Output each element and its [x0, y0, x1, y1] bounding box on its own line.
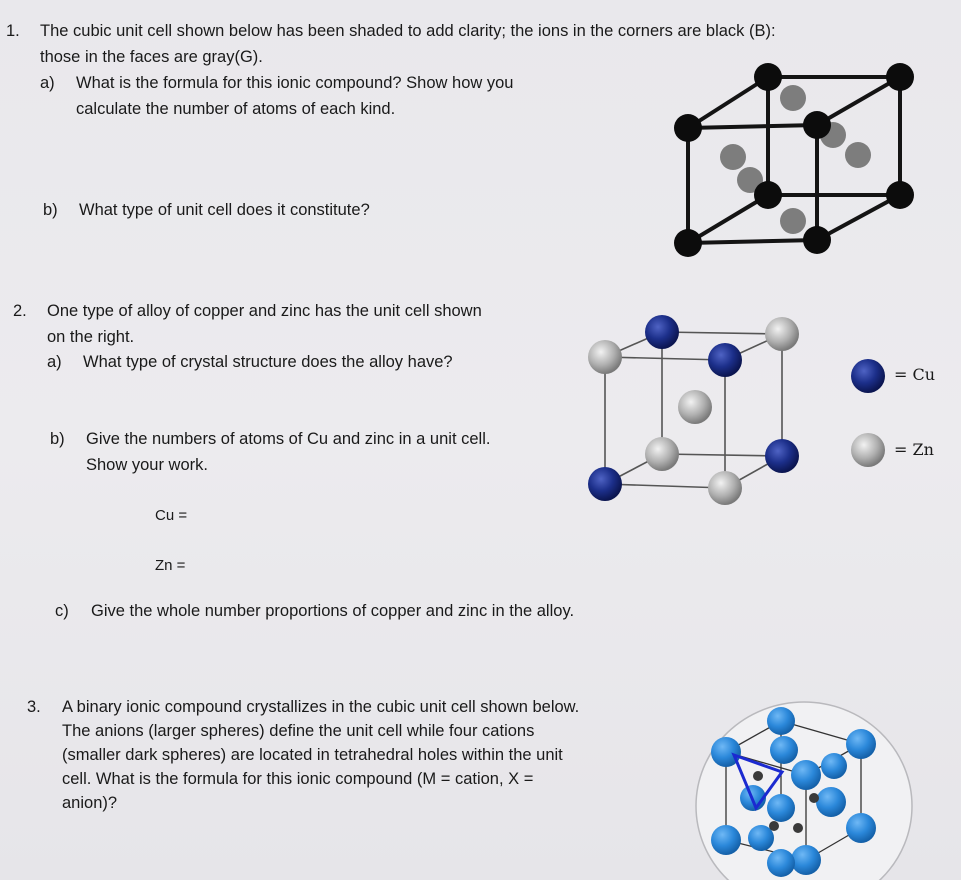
- q3-tetrahedral-unit-cell-figure: [686, 688, 926, 880]
- q2-part-a-text: What type of crystal structure does the alloy have?: [83, 353, 453, 371]
- q1-part-a-line1: What is the formula for this ionic compound? Show how you: [76, 74, 514, 92]
- q3-line4: cell. What is the formula for this ionic compound (M = cation, X =: [62, 770, 534, 788]
- q2-part-b-line2: Show your work.: [86, 456, 208, 474]
- q2-alloy-unit-cell-figure: [585, 312, 815, 512]
- q2-part-c-label: c): [55, 602, 69, 620]
- q2-number: 2.: [13, 302, 27, 320]
- q1-number: 1.: [6, 22, 20, 40]
- q1-part-b-text: What type of unit cell does it constitute?: [79, 201, 370, 219]
- q2-cu-answer-blank: Cu =: [155, 507, 188, 524]
- q1-stem-line1: The cubic unit cell shown below has been shaded to add clarity; the ions in the corners are black (B):: [40, 22, 776, 40]
- q2-part-c-text: Give the whole number proportions of copper and zinc in the alloy.: [91, 602, 575, 620]
- q2-stem-line2: on the right.: [47, 328, 135, 346]
- q2-part-b-line1: Give the numbers of atoms of Cu and zinc in a unit cell.: [86, 430, 491, 448]
- q3-number: 3.: [27, 698, 41, 716]
- q2-part-b-label: b): [50, 430, 65, 448]
- q1-part-a-line2: calculate the number of atoms of each kind.: [76, 100, 396, 118]
- legend-cu-label: = Cu: [894, 365, 936, 384]
- q1-stem-line2: those in the faces are gray(G).: [40, 48, 263, 66]
- q3-line2: The anions (larger spheres) define the unit cell while four cations: [62, 722, 535, 740]
- q2-stem-line1: One type of alloy of copper and zinc has the unit cell shown: [47, 302, 482, 320]
- q1-part-b-label: b): [43, 201, 58, 219]
- q3-line1: A binary ionic compound crystallizes in the cubic unit cell shown below.: [62, 698, 580, 716]
- q1-part-a-label: a): [40, 74, 55, 92]
- q1-unit-cell-figure: [660, 55, 920, 275]
- q2-part-a-label: a): [47, 353, 62, 371]
- legend-zn-atom-icon: [850, 432, 886, 468]
- q3-line5: anion)?: [62, 794, 118, 812]
- legend-cu-atom-icon: [850, 358, 886, 394]
- legend-zn-label: = Zn: [894, 440, 934, 459]
- q3-line3: (smaller dark spheres) are located in tetrahedral holes within the unit: [62, 746, 563, 764]
- q2-zn-answer-blank: Zn =: [155, 557, 186, 574]
